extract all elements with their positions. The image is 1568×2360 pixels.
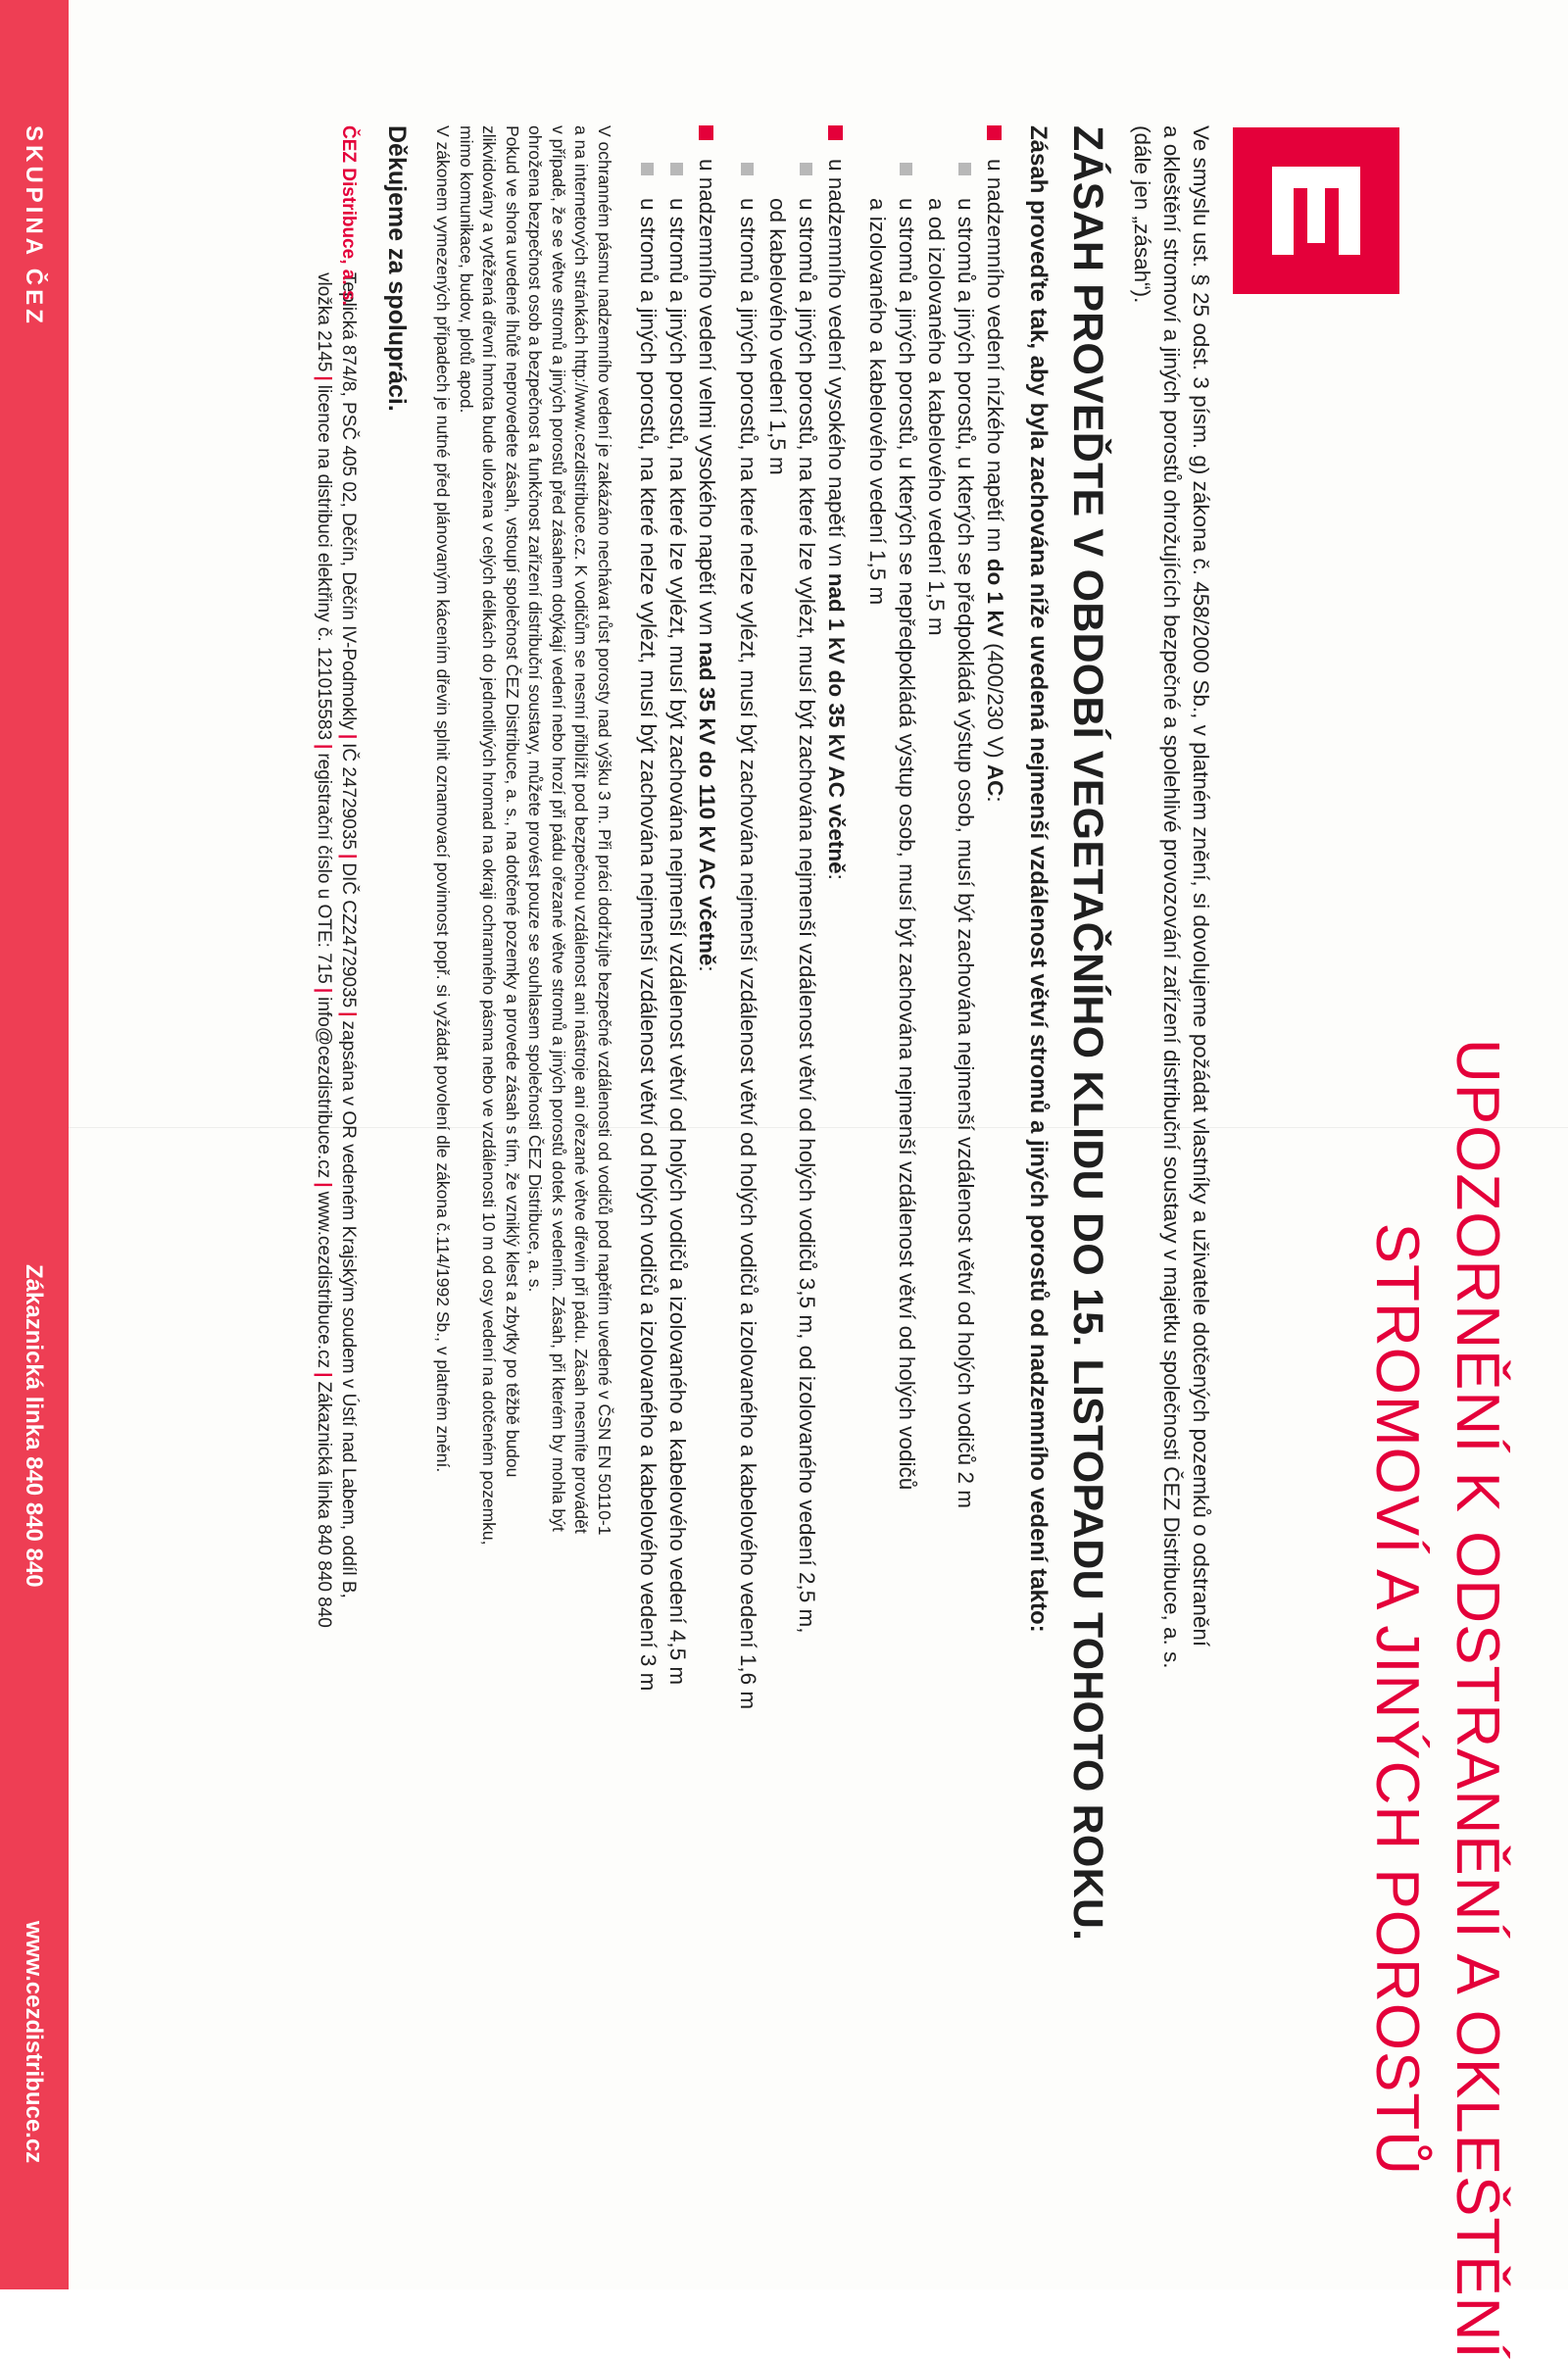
high-voltage-section	[733, 125, 851, 2007]
gray-square-bullet-icon	[641, 163, 654, 175]
company-line-1: Teplická 874/8, PSČ 405 02, Děčín, Děčín IV-Podmokly|IČ 24729035|DIČ CZ24729035|zapsána v OR vedeném Krajským soudem v Ústí nad Labem, oddíl B,	[338, 272, 359, 1598]
company-line-2: vložka 2145|licence na distribuci elektřiny č. 121015583|registrační číslo u OTE: 715|info@cezdistribuce.cz|www.cezdistribuce.cz|Zákaznická linka 840 840 840	[314, 272, 334, 1628]
note-line: mimo komunikace, budov, plotů apod.	[457, 125, 476, 414]
intro-line: Ve smyslu ust. § 25 odst. 3 písm. g) zákona č. 458/2000 Sb., v platném znění, si dovolujeme požádat vlastníky a uživatele dotčených pozemků o odstranění	[1189, 125, 1213, 1647]
low-voltage-section	[862, 125, 1009, 2007]
notice-title	[1356, 1039, 1517, 2360]
footer-bar	[0, 0, 69, 2289]
high-voltage-heading: u nadzemního vedení vysokého napětí vn nad 1 kV do 35 kV AC včetně:	[821, 125, 851, 2007]
company-info	[312, 125, 361, 2007]
safety-notes	[431, 125, 615, 2007]
note-line: Pokud ve shora uvedené lhůtě neprovedete zásah, vstoupí společnost ČEZ Distribuce, a. s., na dotčené pozemky a provede zásah s tím, že vzniklý klest a zbytky po těžbě budou	[503, 125, 522, 1478]
very-high-voltage-item-climbable: u stromů a jiných porostů, na které lze vylézt, musí být zachována nejmenší vzdálenost větví od holých vodičů a izolovaného a kabelového vedení 4,5 m	[662, 125, 692, 2007]
note-line: a na internetových stránkách http://www.cezdistribuce.cz. K vodičům se nesmí přiblížit pod bezpečnou vzdálenost ani nástroje ani ořezané větve dřevin při pádu. Zásah nesmíte provádět	[571, 125, 592, 1534]
gray-square-bullet-icon	[741, 163, 754, 175]
gray-square-bullet-icon	[800, 163, 812, 175]
very-high-voltage-item-non-climbable: u stromů a jiných porostů, na které nelze vylézt, musí být zachována nejmenší vzdálenost větví od holých vodičů a izolovaného a kabelového vedení 3 m	[633, 125, 662, 2007]
low-voltage-heading: u nadzemního vedení nízkého napětí nn do 1 kV (400/230 V) AC:	[980, 125, 1009, 2007]
main-headline: ZÁSAH PROVEĎTE V OBDOBÍ VEGETAČNÍHO KLIDU DO 15. LISTOPADU TOHOTO ROKU.	[1064, 125, 1111, 1942]
company-email-link[interactable]: info@cezdistribuce.cz	[314, 997, 334, 1179]
intro-line: a okleštění stromoví a jiných porostů ohrožujících bezpečné a spolehlivé provozování zařízení distribuční soustavy v majetku společnosti ČEZ Distribuce, a. s.	[1159, 125, 1184, 1669]
note-line: zlikvidovány a vytěžená dřevní hmota bude uložena v celých délkách do jednotlivých hromad na okraji ochranného pásma nebo ve vzdálenosti 10 m od osy vedení na dotčeném pozemku,	[479, 125, 500, 1546]
notice-body	[312, 125, 1215, 2007]
title-line-2: STROMOVÍ A JINÝCH POROSTŮ	[1363, 1222, 1431, 2176]
very-high-voltage-section	[633, 125, 721, 2007]
intro-paragraph	[1127, 125, 1215, 2007]
red-square-bullet-icon	[987, 125, 1002, 140]
gray-square-bullet-icon	[958, 163, 971, 175]
cez-logo-icon	[1233, 127, 1399, 294]
company-name: ČEZ Distribuce, a. s.	[338, 125, 359, 306]
footer-hotline: Zákaznická linka 840 840 840	[21, 1264, 47, 1588]
note-line: V ochranném pásmu nadzemního vedení je zakázáno nechávat růst porosty nad výšku 3 m. Při práci dodržujte bezpečné vzdálenosti od vodičů pod napětím uvedené v ČSN EN 50110-1	[595, 125, 614, 1536]
intro-line: (dále jen „zásah“).	[1130, 125, 1154, 304]
note-line: ohrožena bezpečnost osob a bezpečnost a funkčnost zařízení distribuční soustavy, můžete provést pouze se souhlasem společnosti ČEZ Distribuce, a. s.	[525, 125, 546, 1293]
red-square-bullet-icon	[828, 125, 843, 140]
red-square-bullet-icon	[699, 125, 713, 140]
high-voltage-item-climbable: u stromů a jiných porostů, na které lze vylézt, musí být zachována nejmenší vzdálenost větví od holých vodičů 3,5 m, od izolovaného vedení 2,5 m, od kabelového vedení 1,5 m	[762, 125, 821, 2007]
gray-square-bullet-icon	[670, 163, 683, 175]
low-voltage-item-non-climbable: u stromů a jiných porostů, u kterých se nepředpokládá výstup osob, musí být zachována nejmenší vzdálenost větví od holých vodičů a izolovaného a kabelového vedení 1,5 m	[862, 125, 921, 2007]
very-high-voltage-heading: u nadzemního vedení velmi vysokého napětí vvn nad 35 kV do 110 kV AC včetně:	[692, 125, 721, 2007]
subheadline: Zásah proveďte tak, aby byla zachována níže uvedená nejmenší vzdálenost větví stromů a jiných porostů od nadzemního vedení takto:	[1025, 125, 1052, 1633]
title-line-1: UPOZORNĚNÍ K ODSTRANĚNÍ A OKLEŠTĚNÍ	[1444, 1039, 1511, 2360]
note-line: v případě, že se větve stromů a jiných porostů před zásahem dotýkají vedení nebo hrozí při pádu ořezané větve stromů a jiných porostů dotek s vedením. Zásah, při kterém by mohla být	[549, 125, 568, 1532]
footer-group-name: SKUPINA ČEZ	[21, 125, 47, 327]
thanks-text: Děkujeme za spolupráci.	[383, 125, 411, 412]
high-voltage-item-non-climbable: u stromů a jiných porostů, na které nelze vylézt, musí být zachována nejmenší vzdálenost větví od holých vodičů a izolovaného a kabelového vedení 1,6 m	[733, 125, 762, 2007]
footer-website-link[interactable]: www.cezdistribuce.cz	[21, 1921, 47, 2164]
note-line: V zákonem vymezených případech je nutné před plánovaným kácením dřevin splnit oznamovací povinnost popř. si vyžádat povolení dle zákona č.114/1992 Sb., v platném znění.	[433, 125, 454, 1473]
gray-square-bullet-icon	[900, 163, 912, 175]
company-web-link[interactable]: www.cezdistribuce.cz	[314, 1191, 334, 1369]
low-voltage-item-climbable: u stromů a jiných porostů, u kterých se předpokládá výstup osob, musí být zachována nejmenší vzdálenost větví od holých vodičů 2 m a od izolovaného a kabelového vedení 1,5 m	[921, 125, 980, 2007]
